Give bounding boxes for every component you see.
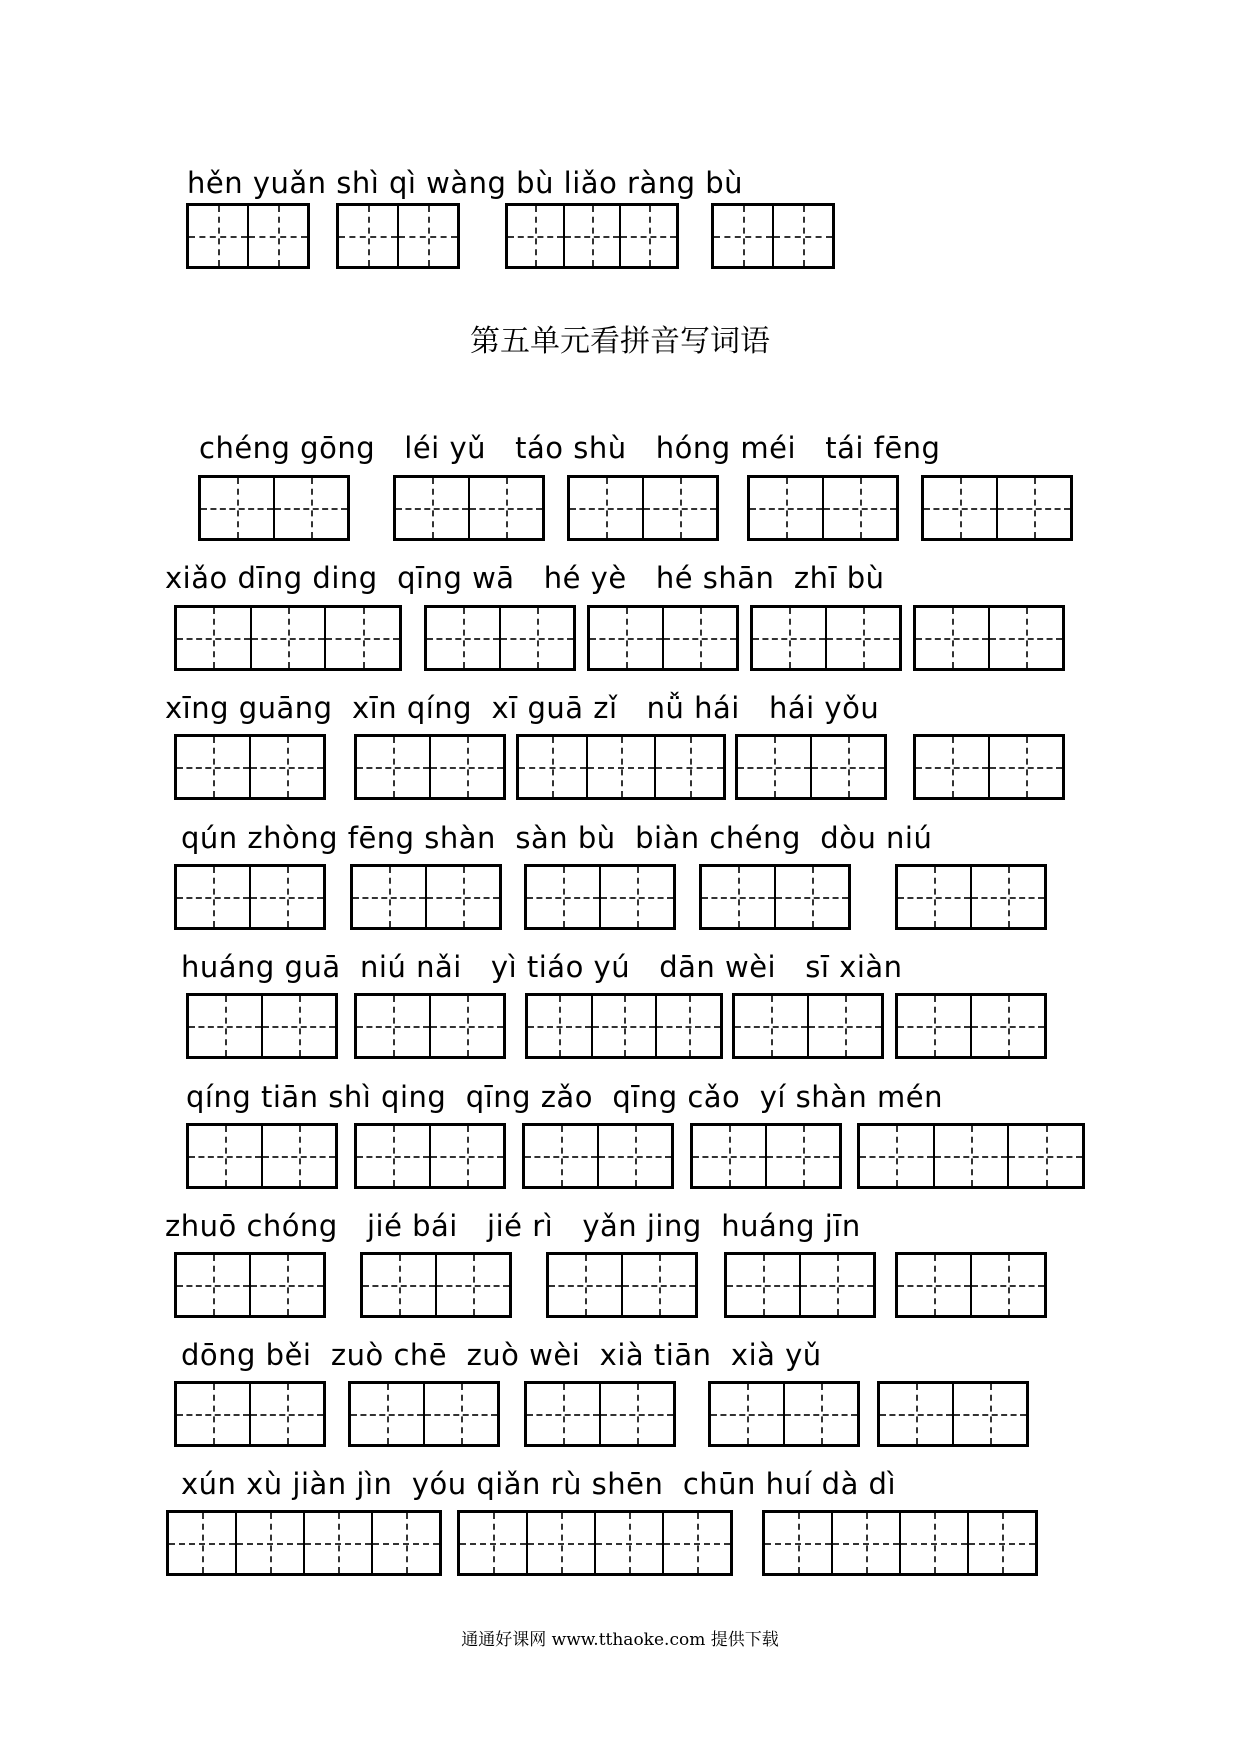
writing-grid[interactable] [424,605,576,671]
writing-grid[interactable] [913,734,1065,800]
pinyin-line: xīng guāng xīn qíng xī guā zǐ nǚ hái hái yǒu [165,691,880,725]
writing-grid[interactable] [516,734,726,800]
writing-grid[interactable] [711,203,835,269]
writing-grid[interactable] [350,864,502,930]
pinyin-line: qún zhòng fēng shàn sàn bù biàn chéng dòu niú [181,821,933,855]
writing-grid[interactable] [747,475,899,541]
writing-grid[interactable] [457,1510,733,1576]
writing-grid[interactable] [525,993,723,1059]
writing-grid[interactable] [567,475,719,541]
writing-grid[interactable] [166,1510,442,1576]
writing-grid[interactable] [354,1123,506,1189]
writing-grid[interactable] [762,1510,1038,1576]
writing-grid[interactable] [546,1252,698,1318]
writing-grid[interactable] [186,993,338,1059]
writing-grid[interactable] [913,605,1065,671]
writing-grid[interactable] [336,203,460,269]
writing-grid[interactable] [732,993,884,1059]
writing-grid[interactable] [186,1123,338,1189]
footer-credit: 通通好课网 www.tthaoke.com 提供下载 [461,1630,779,1650]
writing-grid[interactable] [198,475,350,541]
writing-grid[interactable] [348,1381,500,1447]
writing-grid[interactable] [587,605,739,671]
writing-grid[interactable] [174,1252,326,1318]
pinyin-line: chéng gōng léi yǔ táo shù hóng méi tái fēng [199,431,941,465]
writing-grid[interactable] [524,1381,676,1447]
writing-grid[interactable] [354,993,506,1059]
writing-grid[interactable] [524,864,676,930]
writing-grid[interactable] [877,1381,1029,1447]
writing-grid[interactable] [735,734,887,800]
writing-grid[interactable] [505,203,679,269]
pinyin-line: zhuō chóng jié bái jié rì yǎn jing huáng jīn [165,1209,861,1243]
pinyin-line: qíng tiān shì qing qīng zǎo qīng cǎo yí shàn mén [186,1080,943,1114]
writing-grid[interactable] [699,864,851,930]
writing-grid[interactable] [708,1381,860,1447]
pinyin-line: xún xù jiàn jìn yóu qiǎn rù shēn chūn huí dà dì [181,1467,897,1501]
writing-grid[interactable] [724,1252,876,1318]
writing-grid[interactable] [174,1381,326,1447]
writing-grid[interactable] [895,1252,1047,1318]
writing-grid[interactable] [522,1123,674,1189]
writing-grid[interactable] [690,1123,842,1189]
writing-grid[interactable] [354,734,506,800]
writing-grid[interactable] [174,605,402,671]
writing-grid[interactable] [750,605,902,671]
page-title: 第五单元看拼音写词语 [470,324,770,359]
pinyin-line: dōng běi zuò chē zuò wèi xià tiān xià yǔ [181,1338,822,1372]
writing-grid[interactable] [895,993,1047,1059]
writing-grid[interactable] [186,203,310,269]
writing-grid[interactable] [174,864,326,930]
writing-grid[interactable] [174,734,326,800]
pinyin-line: hěn yuǎn shì qì wàng bù liǎo ràng bù [187,166,744,200]
pinyin-line: huáng guā niú nǎi yì tiáo yú dān wèi sī xiàn [181,950,903,984]
writing-grid[interactable] [393,475,545,541]
writing-grid[interactable] [360,1252,512,1318]
writing-grid[interactable] [921,475,1073,541]
writing-grid[interactable] [857,1123,1085,1189]
pinyin-line: xiǎo dīng ding qīng wā hé yè hé shān zhī bù [165,561,885,595]
writing-grid[interactable] [895,864,1047,930]
